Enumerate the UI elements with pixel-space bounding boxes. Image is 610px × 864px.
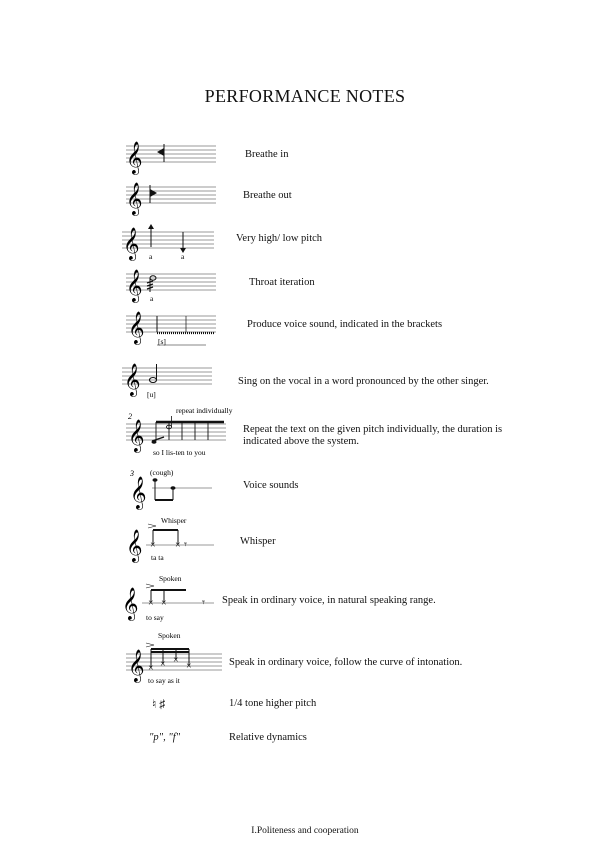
eighth-rest-icon: 𝄾 bbox=[202, 597, 205, 609]
x-notehead-icon: × bbox=[175, 540, 181, 551]
item-description: Relative dynamics bbox=[229, 732, 307, 743]
lyrics: to say as it bbox=[148, 676, 180, 685]
treble-clef-icon: 𝄞 bbox=[130, 476, 147, 509]
quarter-tone-accidentals: ♮ ♯ bbox=[152, 697, 166, 711]
breathe-in-notation bbox=[126, 140, 226, 174]
treble-clef-icon: 𝄞 bbox=[128, 311, 145, 344]
item-description: Very high/ low pitch bbox=[236, 233, 323, 244]
treble-clef-icon: 𝄞 bbox=[126, 141, 143, 174]
lyric: [u] bbox=[147, 390, 156, 399]
lyrics: to say bbox=[146, 613, 164, 622]
x-notehead-icon: × bbox=[148, 598, 154, 609]
measure-number: 2 bbox=[128, 412, 132, 421]
lyric: a bbox=[181, 252, 185, 261]
lyric: a bbox=[150, 294, 154, 303]
item-description: Breathe out bbox=[243, 190, 292, 201]
eighth-rest-icon: 𝄾 bbox=[184, 539, 187, 551]
x-notehead-icon: × bbox=[173, 655, 179, 666]
treble-clef-icon: 𝄞 bbox=[126, 182, 143, 215]
throat-iteration-notation bbox=[126, 266, 226, 306]
sing-vocal-notation bbox=[122, 362, 222, 402]
page-footer: I.Politeness and cooperation bbox=[251, 826, 359, 836]
item-description: Produce voice sound, indicated in the brackets bbox=[247, 319, 443, 330]
item-description: Whisper bbox=[240, 536, 276, 547]
breathe-out-notation bbox=[126, 181, 226, 215]
above-text: Spoken bbox=[159, 574, 182, 583]
item-description: Speak in ordinary voice, in natural speaking range. bbox=[222, 595, 436, 606]
measure-number: 3 bbox=[130, 469, 134, 478]
treble-clef-icon: 𝄞 bbox=[126, 269, 143, 302]
arrow-up-icon bbox=[148, 224, 154, 229]
page-title: PERFORMANCE NOTES bbox=[204, 86, 406, 106]
treble-clef-icon: 𝄞 bbox=[128, 419, 145, 452]
breathe-in-triangle-icon bbox=[157, 148, 164, 156]
repeat-individually-notation bbox=[126, 402, 246, 460]
spoken-intonation-notation bbox=[126, 628, 236, 688]
x-notehead-icon: × bbox=[148, 663, 154, 674]
spoken-natural-notation bbox=[122, 572, 222, 624]
x-notehead-icon: × bbox=[160, 659, 166, 670]
above-text: Whisper bbox=[161, 516, 187, 525]
above-text: repeat individually bbox=[176, 406, 233, 415]
voice-sounds-notation bbox=[130, 466, 230, 512]
lyrics: ta ta bbox=[151, 553, 164, 562]
treble-clef-icon: 𝄞 bbox=[124, 363, 141, 396]
treble-clef-icon: 𝄞 bbox=[126, 529, 143, 562]
item-description: Sing on the vocal in a word pronounced by the other singer. bbox=[238, 376, 489, 387]
item-description: Throat iteration bbox=[249, 277, 315, 288]
treble-clef-icon: 𝄞 bbox=[128, 649, 145, 682]
item-description: Repeat the text on the given pitch individually, the duration is indicated above the system. bbox=[243, 424, 503, 447]
x-notehead-icon: × bbox=[161, 598, 167, 609]
lyrics: so I lis-ten to you bbox=[153, 448, 206, 457]
dynamics-symbols: "p", "f" bbox=[149, 732, 181, 743]
item-description: 1/4 tone higher pitch bbox=[229, 698, 317, 709]
above-text: (cough) bbox=[150, 468, 174, 477]
whisper-notation bbox=[126, 514, 226, 564]
high-low-pitch-notation bbox=[122, 222, 222, 262]
voice-sound-notation bbox=[126, 308, 226, 350]
item-description: Speak in ordinary voice, follow the curve of intonation. bbox=[229, 657, 463, 668]
x-notehead-icon: × bbox=[150, 540, 156, 551]
treble-clef-icon: 𝄞 bbox=[123, 227, 140, 260]
item-description: Breathe in bbox=[245, 149, 289, 160]
breathe-out-triangle-icon bbox=[150, 189, 157, 197]
x-notehead-icon: × bbox=[186, 661, 192, 672]
item-description: Voice sounds bbox=[243, 480, 299, 491]
lyric: a bbox=[149, 252, 153, 261]
above-text: Spoken bbox=[158, 631, 181, 640]
treble-clef-icon: 𝄞 bbox=[122, 587, 139, 620]
lyric: [s] bbox=[158, 337, 166, 346]
